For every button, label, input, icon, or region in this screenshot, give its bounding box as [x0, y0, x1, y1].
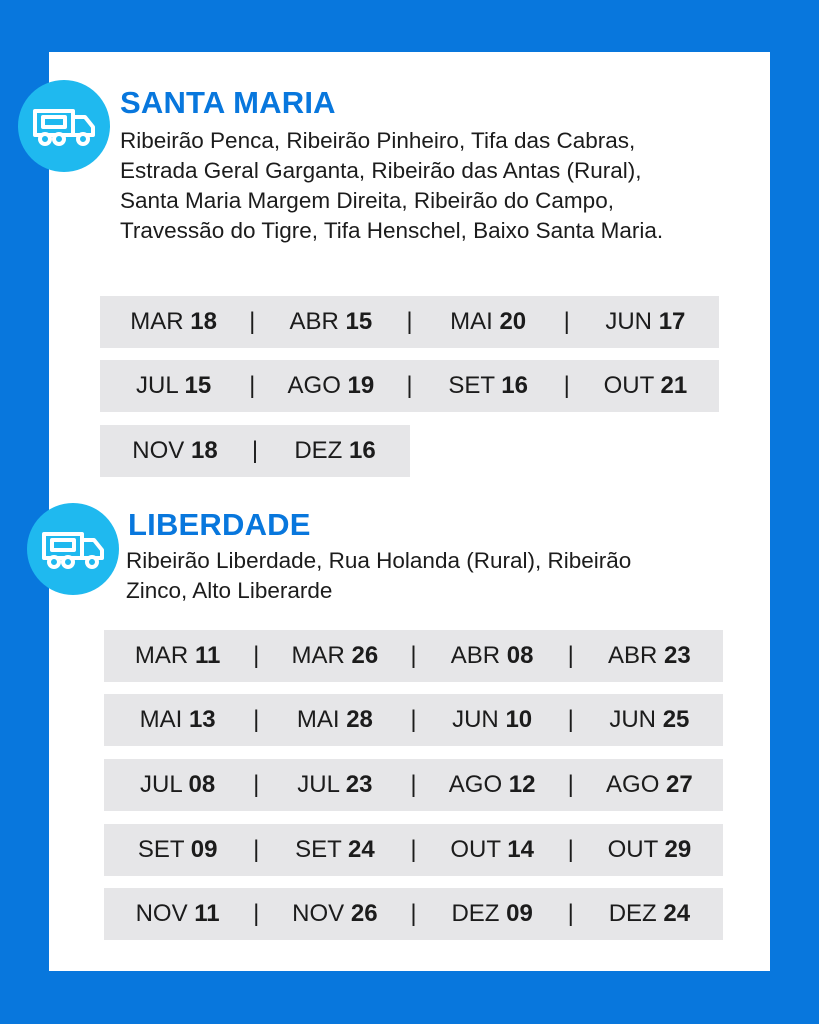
date-cell: DEZ 09	[451, 900, 533, 927]
separator: |	[563, 308, 570, 335]
separator: |	[253, 836, 260, 863]
separator: |	[253, 706, 260, 733]
schedule-row	[104, 630, 723, 682]
separator: |	[406, 308, 413, 335]
schedule-card	[49, 52, 770, 971]
date-cell: AGO 19	[287, 372, 375, 399]
date-cell: AGO 12	[448, 771, 536, 798]
separator: |	[410, 836, 417, 863]
separator: |	[253, 771, 260, 798]
date-cell: ABR 08	[450, 642, 534, 669]
date-cell: MAR 26	[291, 642, 379, 669]
date-cell: ABR 15	[289, 308, 373, 335]
date-cell: NOV 26	[292, 900, 378, 927]
date-cell: OUT 14	[450, 836, 534, 863]
date-cell: JUN 10	[452, 706, 533, 733]
schedule-row	[104, 888, 723, 940]
date-cell: SET 16	[448, 372, 528, 399]
schedule-row	[100, 425, 410, 477]
separator: |	[251, 437, 259, 464]
schedule-row	[100, 360, 719, 412]
date-cell: MAI 13	[139, 706, 216, 733]
section-title: LIBERDADE	[128, 507, 311, 542]
separator: |	[410, 900, 417, 927]
separator: |	[249, 308, 256, 335]
date-cell: JUL 15	[136, 372, 212, 399]
section-title: SANTA MARIA	[120, 85, 336, 120]
date-cell: SET 24	[295, 836, 375, 863]
separator: |	[567, 836, 574, 863]
separator: |	[567, 642, 574, 669]
section-description: Ribeirão Penca, Ribeirão Pinheiro, Tifa das Cabras, Estrada Geral Garganta, Ribeirão das Antas (Rural), Santa Maria Margem Direita, Ribeirão do Campo, Travessão do Tigre, Tifa Henschel, Baixo Santa Maria.	[120, 128, 664, 243]
schedule-row	[100, 296, 719, 348]
date-cell: JUN 17	[605, 308, 686, 335]
date-cell: NOV 11	[135, 900, 220, 927]
schedule-row	[104, 694, 723, 746]
separator: |	[567, 771, 574, 798]
date-cell: OUT 29	[607, 836, 692, 863]
separator: |	[406, 372, 413, 399]
separator: |	[567, 900, 574, 927]
separator: |	[249, 372, 256, 399]
date-cell: DEZ 24	[608, 900, 691, 927]
garbage-truck-icon	[18, 80, 110, 172]
date-cell: JUN 25	[609, 706, 690, 733]
section-description: Ribeirão Liberdade, Rua Holanda (Rural), Ribeirão Zinco, Alto Liberarde	[126, 548, 632, 603]
date-cell: MAI 20	[450, 308, 527, 335]
separator: |	[567, 706, 574, 733]
date-cell: JUL 08	[140, 771, 216, 798]
date-cell: OUT 21	[603, 372, 688, 399]
date-cell: JUL 23	[297, 771, 373, 798]
separator: |	[253, 642, 260, 669]
date-cell: DEZ 16	[294, 437, 376, 464]
date-cell: NOV 18	[132, 437, 218, 464]
garbage-truck-icon	[27, 503, 119, 595]
date-cell: MAI 28	[296, 706, 373, 733]
date-cell: SET 09	[137, 836, 218, 863]
separator: |	[410, 771, 417, 798]
date-cell: AGO 27	[606, 771, 693, 798]
date-cell: MAR 18	[130, 308, 217, 335]
date-cell: MAR 11	[134, 642, 221, 669]
separator: |	[410, 642, 417, 669]
separator: |	[410, 706, 417, 733]
schedule-row	[104, 824, 723, 876]
separator: |	[563, 372, 570, 399]
schedule-row	[104, 759, 723, 811]
date-cell: ABR 23	[608, 642, 691, 669]
separator: |	[253, 900, 260, 927]
